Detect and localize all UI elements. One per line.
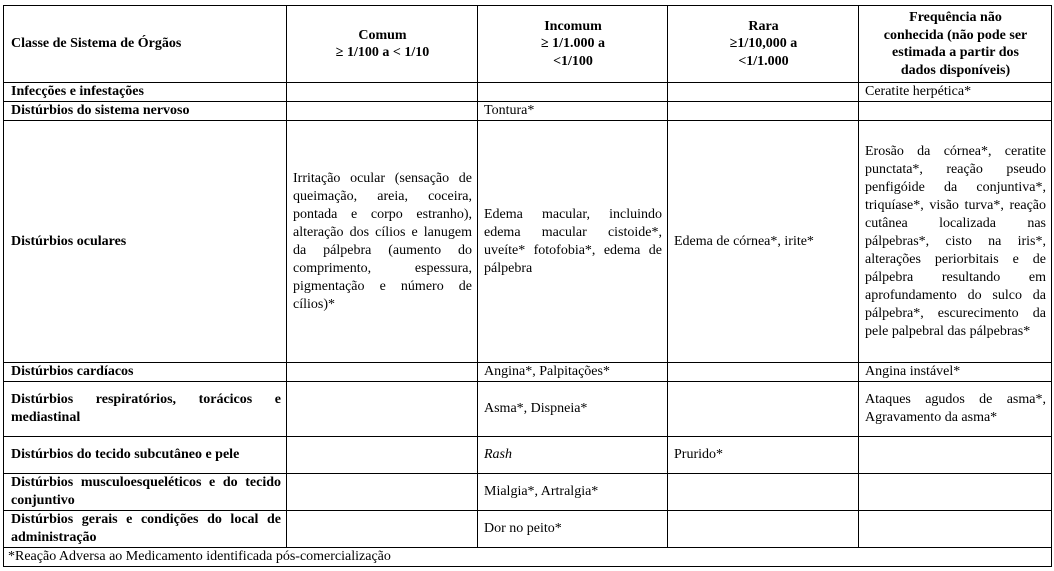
rare-cell <box>668 363 859 382</box>
organ-class-cell: Distúrbios do tecido subcutâneo e pele <box>4 437 287 474</box>
organ-class-cell: Distúrbios cardíacos <box>4 363 287 382</box>
table-row <box>4 437 1052 474</box>
common-cell <box>287 102 478 121</box>
table-row <box>4 511 1052 548</box>
unknown-cell <box>859 437 1052 474</box>
uncommon-cell: Rash <box>478 437 668 474</box>
table-row <box>4 121 1052 363</box>
adverse-reactions-table <box>3 5 1052 567</box>
header-organ-class: Classe de Sistema de Órgãos <box>4 6 287 83</box>
header-row <box>4 6 1052 83</box>
rare-cell <box>668 511 859 548</box>
organ-class-cell: Distúrbios gerais e condições do local de administração <box>4 511 287 548</box>
rare-cell <box>668 102 859 121</box>
rare-cell: Prurido* <box>668 437 859 474</box>
organ-class-cell: Distúrbios musculoesqueléticos e do tecido conjuntivo <box>4 474 287 511</box>
uncommon-cell: Dor no peito* <box>478 511 668 548</box>
header-common: Comum ≥ 1/100 a < 1/10 <box>287 6 478 83</box>
uncommon-cell: Mialgia*, Artralgia* <box>478 474 668 511</box>
footnote: *Reação Adversa ao Medicamento identificada pós-comercialização <box>4 548 1052 567</box>
uncommon-cell: Asma*, Dispneia* <box>478 382 668 437</box>
rare-cell: Edema de córnea*, irite* <box>668 121 859 363</box>
adverse-reactions-table-container <box>3 5 1052 567</box>
uncommon-cell: Angina*, Palpitações* <box>478 363 668 382</box>
table-row <box>4 382 1052 437</box>
rare-cell <box>668 83 859 102</box>
uncommon-cell <box>478 83 668 102</box>
rare-cell <box>668 474 859 511</box>
rare-cell <box>668 382 859 437</box>
common-cell <box>287 382 478 437</box>
common-cell <box>287 511 478 548</box>
table-row <box>4 102 1052 121</box>
header-rare: Rara ≥1/10,000 a <1/1.000 <box>668 6 859 83</box>
header-unknown: Frequência não conhecida (não pode ser estimada a partir dos dados disponíveis) <box>859 6 1052 83</box>
unknown-cell <box>859 511 1052 548</box>
common-cell: Irritação ocular (sensação de queimação, areia, coceira, pontada e corpo estranho), alteração dos cílios e lanugem da pálpebra (aumento do comprimento, espessura, pigmentação e número de cílios)* <box>287 121 478 363</box>
organ-class-cell: Distúrbios do sistema nervoso <box>4 102 287 121</box>
uncommon-cell: Edema macular, incluindo edema macular cistoide*, uveíte* fotofobia*, edema de pálpebra <box>478 121 668 363</box>
unknown-cell <box>859 474 1052 511</box>
unknown-cell <box>859 102 1052 121</box>
common-cell <box>287 474 478 511</box>
organ-class-cell: Distúrbios respiratórios, torácicos e mediastinal <box>4 382 287 437</box>
organ-class-cell: Distúrbios oculares <box>4 121 287 363</box>
uncommon-cell: Tontura* <box>478 102 668 121</box>
organ-class-cell: Infecções e infestações <box>4 83 287 102</box>
unknown-cell: Ceratite herpética* <box>859 83 1052 102</box>
common-cell <box>287 363 478 382</box>
table-row <box>4 363 1052 382</box>
unknown-cell: Erosão da córnea*, ceratite punctata*, reação pseudo penfigóide da conjuntiva*, triquíase*, visão turva*, reação cutânea localizada nas pálpebras*, cisto na iris*, alterações periorbitais e de pálpebra resultando em aprofundamento do sulco da pálpebra*, escurecimento da pele palpebral das pálpebras* <box>859 121 1052 363</box>
table-row <box>4 83 1052 102</box>
common-cell <box>287 83 478 102</box>
table-row <box>4 474 1052 511</box>
header-uncommon: Incomum ≥ 1/1.000 a <1/100 <box>478 6 668 83</box>
unknown-cell: Angina instável* <box>859 363 1052 382</box>
common-cell <box>287 437 478 474</box>
footnote-row <box>4 548 1052 567</box>
unknown-cell: Ataques agudos de asma*, Agravamento da asma* <box>859 382 1052 437</box>
